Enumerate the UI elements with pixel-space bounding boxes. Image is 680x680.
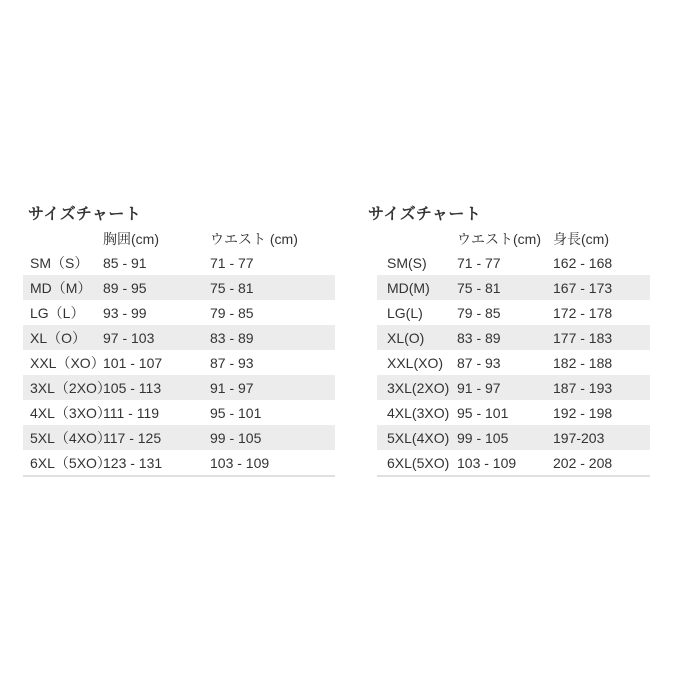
chest-cell: 89 - 95	[103, 279, 147, 296]
height-cell: 182 - 188	[553, 354, 613, 371]
waist-cell: 71 - 77	[457, 254, 501, 271]
size-chart-left-title: サイズチャート	[28, 206, 142, 223]
size-cell: XXL（XO）	[30, 354, 105, 371]
size-chart-left	[23, 228, 335, 477]
table-row	[377, 350, 650, 375]
waist-cell: 87 - 93	[457, 354, 501, 371]
table-row	[377, 400, 650, 425]
table-row	[23, 450, 335, 475]
header-row	[23, 228, 335, 250]
chest-cell: 111 - 119	[103, 404, 160, 421]
chest-cell: 123 - 131	[103, 454, 163, 471]
table-row	[377, 425, 650, 450]
height-cell: 187 - 193	[553, 379, 613, 396]
chest-cell: 117 - 125	[103, 429, 162, 446]
waist-cell: 99 - 105	[457, 429, 509, 446]
size-cell: MD（M）	[30, 279, 92, 296]
height-cell: 177 - 183	[553, 329, 613, 346]
chest-cell: 101 - 107	[103, 354, 163, 371]
table-row	[377, 275, 650, 300]
table-row	[377, 325, 650, 350]
size-cell: LG(L)	[387, 304, 423, 321]
waist-cell: 83 - 89	[457, 329, 501, 346]
size-chart-right-title: サイズチャート	[368, 206, 482, 223]
height-cell: 197-203	[553, 429, 605, 446]
table-row	[23, 300, 335, 325]
table-row	[23, 425, 335, 450]
height-column-header: 身長(cm)	[553, 231, 609, 247]
header-row	[377, 228, 650, 250]
waist-cell: 91 - 97	[457, 379, 501, 396]
size-cell: 5XL（4XO）	[30, 429, 111, 446]
waist-cell: 79 - 85	[457, 304, 501, 321]
size-cell: XXL(XO)	[387, 354, 444, 371]
height-cell: 202 - 208	[553, 454, 613, 471]
waist-cell: 103 - 109	[457, 454, 517, 471]
table-row	[377, 375, 650, 400]
size-cell: SM（S）	[30, 254, 89, 271]
size-cell: SM(S)	[387, 254, 427, 271]
size-cell: XL(O)	[387, 329, 425, 346]
chest-column-header: 胸囲(cm)	[103, 231, 159, 247]
chest-cell: 93 - 99	[103, 304, 147, 321]
height-cell: 192 - 198	[553, 404, 613, 421]
size-cell: 4XL（3XO）	[30, 404, 111, 421]
table-row	[23, 275, 335, 300]
size-cell: 4XL(3XO)	[387, 404, 450, 421]
table-row	[23, 250, 335, 275]
size-cell: MD(M)	[387, 279, 430, 296]
size-cell: LG（L）	[30, 304, 85, 321]
table-row	[377, 450, 650, 475]
table-row	[23, 375, 335, 400]
waist-cell: 95 - 101	[457, 404, 509, 421]
waist-cell: 71 - 77	[210, 254, 254, 271]
waist-cell: 91 - 97	[210, 379, 254, 396]
height-cell: 167 - 173	[553, 279, 613, 296]
waist-cell: 75 - 81	[457, 279, 501, 296]
waist-column-header: ウエスト (cm)	[210, 231, 298, 247]
height-cell: 172 - 178	[553, 304, 613, 321]
size-chart-right	[377, 228, 650, 477]
table-row	[377, 250, 650, 275]
size-cell: 6XL(5XO)	[387, 454, 450, 471]
waist-cell: 103 - 109	[210, 454, 270, 471]
table-row	[23, 325, 335, 350]
waist-cell: 99 - 105	[210, 429, 262, 446]
size-cell: 3XL(2XO)	[387, 379, 450, 396]
waist-column-header: ウエスト(cm)	[457, 231, 541, 247]
size-cell: 5XL(4XO)	[387, 429, 450, 446]
size-cell: 6XL（5XO）	[30, 454, 111, 471]
size-cell: 3XL（2XO）	[30, 379, 111, 396]
waist-cell: 75 - 81	[210, 279, 254, 296]
table-row	[23, 350, 335, 375]
height-cell: 162 - 168	[553, 254, 613, 271]
size-cell: XL（O）	[30, 329, 87, 346]
waist-cell: 95 - 101	[210, 404, 262, 421]
table-row	[23, 400, 335, 425]
waist-cell: 79 - 85	[210, 304, 254, 321]
waist-cell: 83 - 89	[210, 329, 254, 346]
waist-cell: 87 - 93	[210, 354, 254, 371]
chest-cell: 85 - 91	[103, 254, 147, 271]
chest-cell: 105 - 113	[103, 379, 162, 396]
chest-cell: 97 - 103	[103, 329, 155, 346]
table-row	[377, 300, 650, 325]
